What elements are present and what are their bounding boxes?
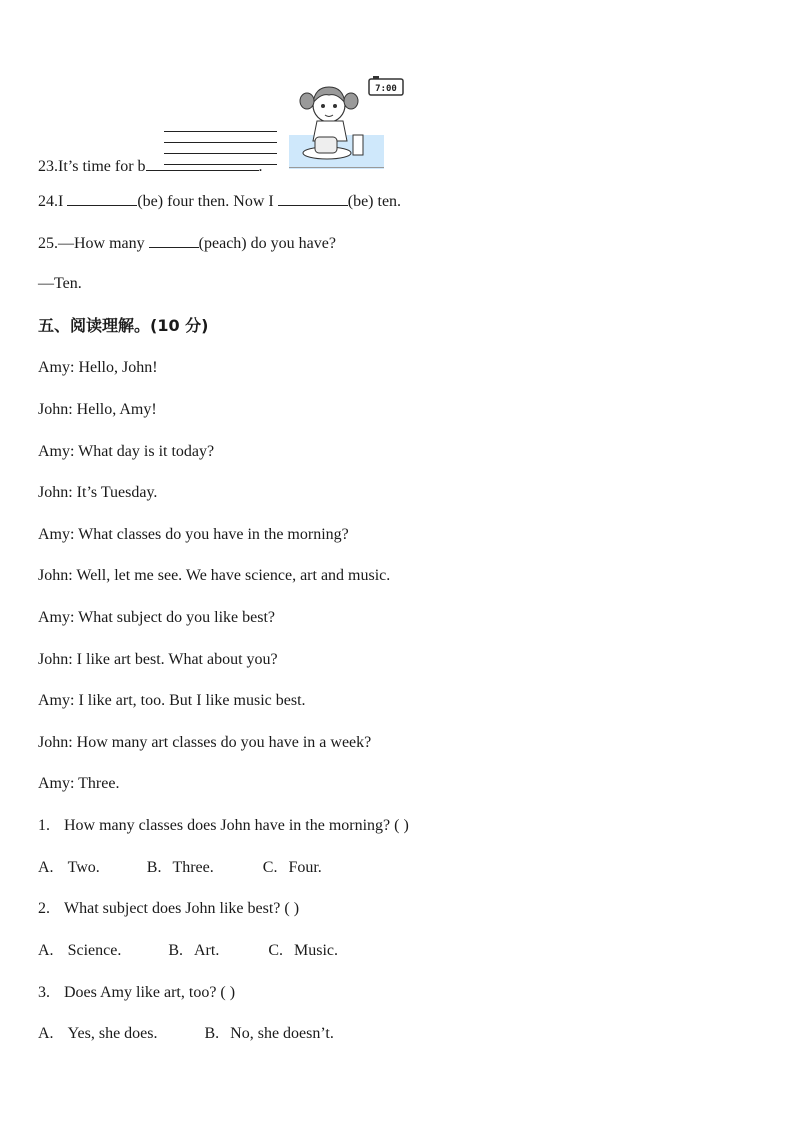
option-c-2[interactable]: C. Music. [268, 942, 338, 959]
dialogue-line: John: Hello, Amy! [38, 401, 157, 418]
dialogue-line: John: It’s Tuesday. [38, 484, 158, 501]
q23-prefix: 23.It’s time for b [38, 158, 146, 175]
options-row-1 [38, 858, 322, 878]
options-row-2 [38, 941, 338, 961]
clock-time: 7:00 [375, 84, 397, 94]
question-text: Does Amy like art, too? ( ) [64, 984, 236, 1001]
option-a-2[interactable]: A. Science. [38, 942, 122, 959]
q25-blank[interactable] [149, 233, 199, 248]
question-25 [38, 233, 336, 254]
option-b-3[interactable]: B. No, she doesn’t. [204, 1025, 334, 1042]
dialogue-line: Amy: I like art, too. But I like music best. [38, 692, 306, 709]
reading-question-3 [38, 983, 235, 1003]
question-number: 1. [38, 817, 50, 834]
q25-dash: — [58, 235, 74, 252]
question-text: What subject does John like best? ( ) [64, 900, 300, 917]
reading-question-1 [38, 816, 409, 836]
q25-answer: —Ten. [38, 275, 82, 292]
dialogue-line: John: Well, let me see. We have science, art and music. [38, 567, 391, 584]
question-23 [38, 156, 263, 177]
q24-mid: (be) four then. Now I [137, 193, 278, 210]
question-text: How many classes does John have in the morning? ( ) [64, 817, 409, 834]
q23-suffix: . [258, 158, 263, 175]
question-number: 3. [38, 984, 50, 1001]
reading-question-2 [38, 899, 299, 919]
dialogue-line: Amy: What day is it today? [38, 443, 215, 460]
dialogue-line: Amy: Three. [38, 775, 120, 792]
q24-blank-2[interactable] [278, 191, 348, 206]
q25-num: 25. [38, 235, 58, 252]
q25-tail: (peach) do you have? [198, 235, 336, 252]
q24-start: 24.I [38, 193, 68, 210]
dialogue-line: Amy: Hello, John! [38, 359, 158, 376]
dialogue-line: John: How many art classes do you have in a week? [38, 734, 372, 751]
q24-blank-1[interactable] [67, 191, 137, 206]
dialogue-line: Amy: What subject do you like best? [38, 609, 275, 626]
dialogue-line: Amy: What classes do you have in the morning? [38, 526, 349, 543]
option-b-2[interactable]: B. Art. [168, 942, 220, 959]
options-row-3 [38, 1024, 334, 1044]
q23-answer-blank[interactable] [146, 156, 259, 171]
question-number: 2. [38, 900, 50, 917]
q25-text: How many [74, 235, 149, 252]
option-c-1[interactable]: C. Four. [262, 859, 322, 876]
question-24 [38, 191, 401, 212]
option-b-1[interactable]: B. Three. [146, 859, 214, 876]
section-title: 五、阅读理解。(10 分) [38, 316, 209, 335]
breakfast-illustration [287, 75, 409, 171]
option-a-3[interactable]: A. Yes, she does. [38, 1025, 158, 1042]
q24-end: (be) ten. [347, 193, 402, 210]
dialogue-line: John: I like art best. What about you? [38, 651, 278, 668]
option-a-1[interactable]: A. Two. [38, 859, 100, 876]
